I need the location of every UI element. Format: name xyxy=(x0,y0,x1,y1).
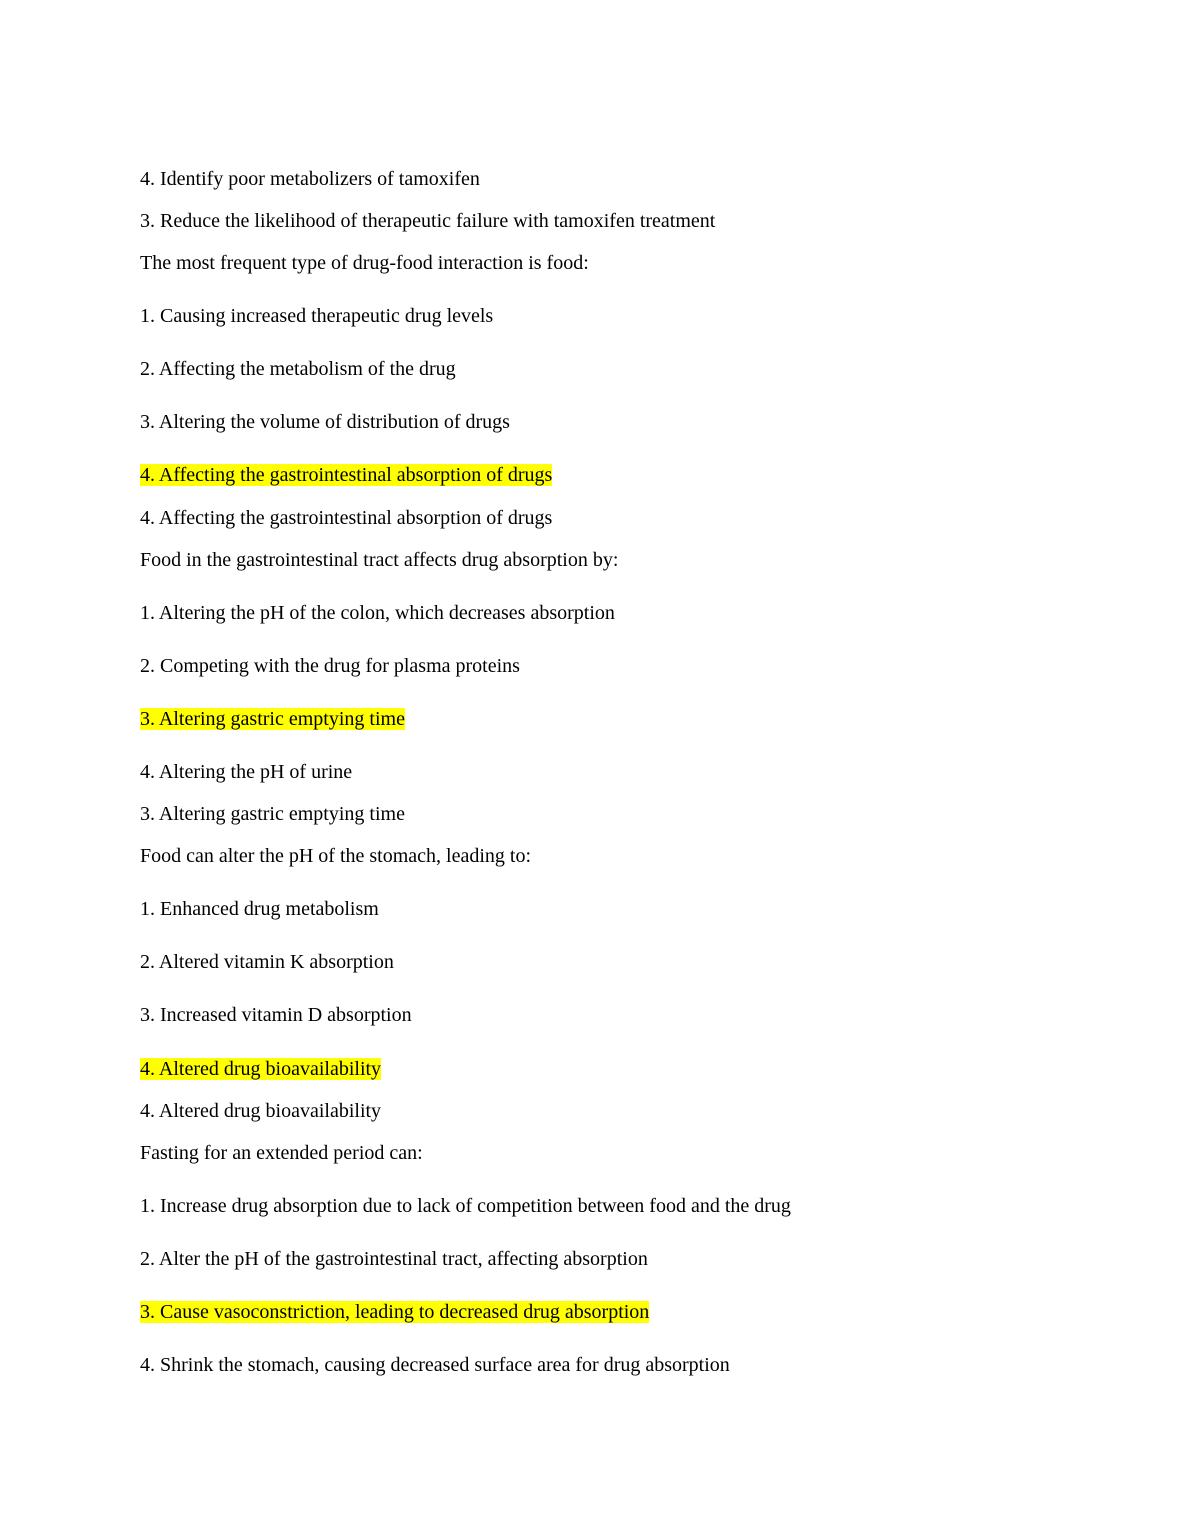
answer-line xyxy=(140,801,405,827)
option-2 xyxy=(140,356,456,382)
line-text: 3. Altering the volume of distribution of drugs xyxy=(140,411,510,433)
question-text xyxy=(140,250,589,276)
highlighted-text: 3. Cause vasoconstriction, leading to decreased drug absorption xyxy=(140,1301,650,1323)
line-text: Fasting for an extended period can: xyxy=(140,1142,423,1164)
line-text: 3. Increased vitamin D absorption xyxy=(140,1004,412,1026)
option-3-highlighted xyxy=(140,706,405,732)
line-text: 4. Altered drug bioavailability xyxy=(140,1100,382,1122)
line-text: 4. Affecting the gastrointestinal absorption of drugs xyxy=(140,507,553,529)
line-text: 4. Shrink the stomach, causing decreased surface area for drug absorption xyxy=(140,1354,730,1376)
highlighted-text: 3. Altering gastric emptying time xyxy=(140,708,405,730)
line-text: 3. Reduce the likelihood of therapeutic failure with tamoxifen treatment xyxy=(140,210,716,232)
line-text: Food can alter the pH of the stomach, leading to: xyxy=(140,845,532,867)
answer-line xyxy=(140,208,715,234)
highlighted-text: 4. Altered drug bioavailability xyxy=(140,1058,382,1080)
answer-line xyxy=(140,505,552,531)
question-text xyxy=(140,547,618,573)
line-text: Food in the gastrointestinal tract affects drug absorption by: xyxy=(140,549,619,571)
highlighted-text: 4. Affecting the gastrointestinal absorption of drugs xyxy=(140,464,553,486)
option-1 xyxy=(140,600,615,626)
line-text: 1. Increase drug absorption due to lack of competition between food and the drug xyxy=(140,1195,791,1217)
option-4 xyxy=(140,1352,730,1378)
option-1 xyxy=(140,1193,791,1219)
option-4 xyxy=(140,759,352,785)
line-text: 1. Causing increased therapeutic drug levels xyxy=(140,305,494,327)
line-text: 4. Identify poor metabolizers of tamoxifen xyxy=(140,168,480,190)
line-text: 2. Competing with the drug for plasma proteins xyxy=(140,655,520,677)
question-text xyxy=(140,1140,423,1166)
option-2 xyxy=(140,949,394,975)
line-text: 4. Altering the pH of urine xyxy=(140,761,353,783)
option-4-highlighted xyxy=(140,1056,381,1082)
line-text: 2. Alter the pH of the gastrointestinal tract, affecting absorption xyxy=(140,1248,648,1270)
line-text: 2. Altered vitamin K absorption xyxy=(140,951,394,973)
option-1 xyxy=(140,896,379,922)
line-text: 1. Altering the pH of the colon, which decreases absorption xyxy=(140,602,615,624)
option-2 xyxy=(140,1246,648,1272)
option-3-highlighted xyxy=(140,1299,649,1325)
line-text: 1. Enhanced drug metabolism xyxy=(140,898,379,920)
question-text xyxy=(140,843,531,869)
line-text: 2. Affecting the metabolism of the drug xyxy=(140,358,456,380)
option-3 xyxy=(140,409,510,435)
option-4-highlighted xyxy=(140,462,552,488)
line-text: 3. Altering gastric emptying time xyxy=(140,803,405,825)
line-text: The most frequent type of drug-food interaction is food: xyxy=(140,252,589,274)
option-2 xyxy=(140,653,520,679)
answer-line xyxy=(140,166,480,192)
option-1 xyxy=(140,303,493,329)
answer-line xyxy=(140,1098,381,1124)
option-3 xyxy=(140,1002,412,1028)
